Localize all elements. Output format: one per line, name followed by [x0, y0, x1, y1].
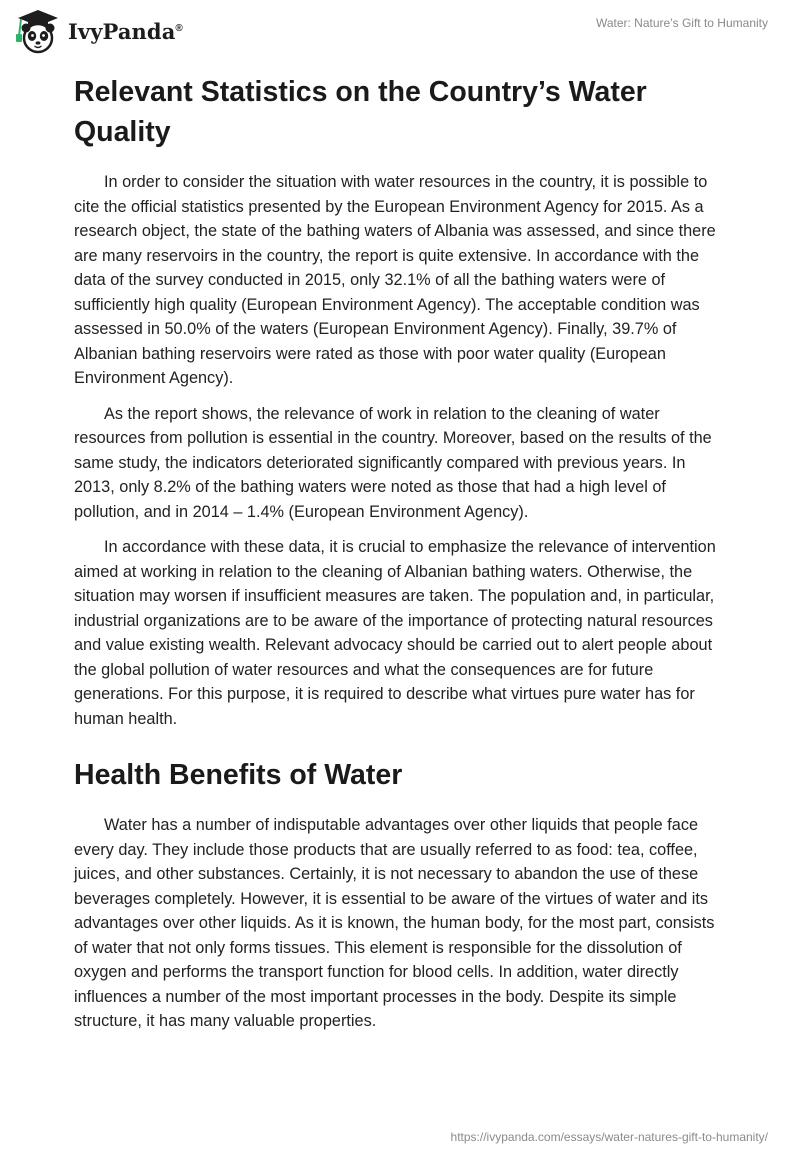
- paragraph: In order to consider the situation with water resources in the country, it is possible to cite the official statistics presented by the European Environment Agency for 2015. As a research object, the state of the bathing waters of Albania was assessed, and since there are many reservoirs in the country, the report is quite extensive. In accordance with the data of the survey conducted in 2015, only 32.1% of all the bathing waters were of sufficiently high quality (European Environment Agency). The acceptable condition was assessed in 50.0% of the waters (European Environment Agency). Finally, 39.7% of Albanian bathing reservoirs were rated as those with poor water quality (European Environment Agency).: [74, 173, 716, 387]
- registered-mark: ®: [175, 22, 183, 34]
- paragraph: As the report shows, the relevance of work in relation to the cleaning of water resources from pollution is essential in the country. Moreover, based on the results of the same study, the indicators deteriorated significantly compared with previous years. In 2013, only 8.2% of the bathing waters were noted as those that had a high level of pollution, and in 2014 – 1.4% (European Environment Agency).: [74, 404, 712, 521]
- ivypanda-logo[interactable]: [14, 8, 183, 54]
- brand-name: IvyPanda®: [68, 18, 183, 44]
- paragraph: In accordance with these data, it is crucial to emphasize the relevance of intervention aimed at working in relation to the cleaning of Albanian bathing waters. Otherwise, the situation may worsen if insufficient measures are taken. The population and, in particular, industrial organizations are to be aware of the importance of protecting natural resources and value existing wealth. Relevant advocacy should be carried out to alert people about the global pollution of water resources and what the consequences are for future generations. For this purpose, it is required to describe what virtues pure water has for human health.: [74, 538, 716, 728]
- document-title: Water: Nature’s Gift to Humanity: [595, 16, 768, 30]
- section-heading-water-quality: Relevant Statistics on the Country’s Water Quality: [74, 76, 647, 148]
- page-header: [0, 0, 800, 60]
- source-url[interactable]: https://ivypanda.com/essays/water-natures-gift-to-humanity/: [450, 1130, 768, 1144]
- panda-graduation-cap-icon: [14, 8, 62, 54]
- paragraph: Water has a number of indisputable advantages over other liquids that people face every day. They include those products that are usually referred to as food: tea, coffee, juices, and other substances. Certainly, it is not necessary to abandon the use of these beverages completely. However, it is essential to be aware of the virtues of water and its advantages over other liquids. As it is known, the human body, for the most part, consists of water that not only forms tissues. This element is responsible for the dissolution of oxygen and performs the transport function for blood cells. In addition, water directly influences a number of the most important processes in the body. Despite its simple structure, it has many valuable properties.: [74, 816, 715, 1030]
- section-heading-health-benefits: Health Benefits of Water: [74, 759, 403, 791]
- article-body: [74, 72, 726, 1045]
